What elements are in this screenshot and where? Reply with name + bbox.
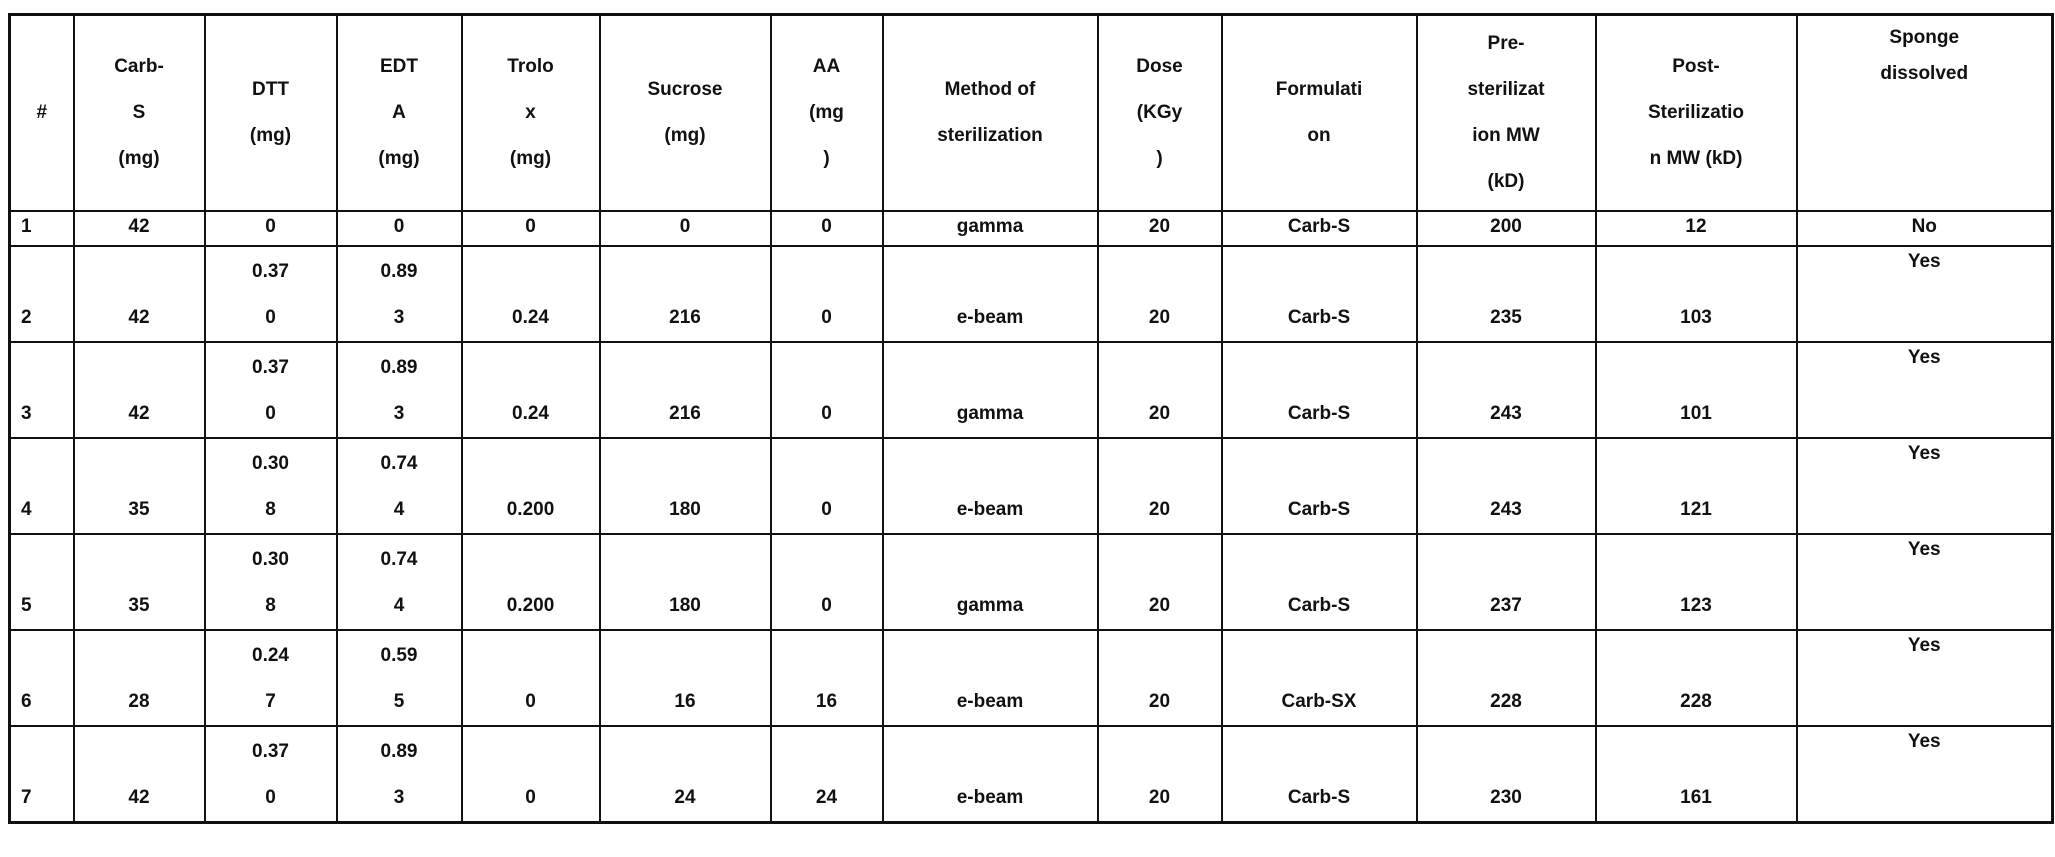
cell-edta: 0.74 4 xyxy=(337,438,462,534)
column-header-aa: AA (mg ) xyxy=(771,15,883,212)
cell-trolox: 0 xyxy=(462,630,600,726)
table-row xyxy=(10,630,2053,726)
cell-pre-mw: 243 xyxy=(1417,342,1596,438)
cell-sponge-dissolved: Yes xyxy=(1797,630,2053,726)
cell-dtt: 0.37 0 xyxy=(205,246,337,342)
cell-index: 2 xyxy=(10,246,74,342)
cell-sponge-dissolved: Yes xyxy=(1797,438,2053,534)
cell-method: e-beam xyxy=(883,246,1098,342)
column-header-dose: Dose (KGy ) xyxy=(1098,15,1222,212)
cell-sucrose: 24 xyxy=(600,726,771,823)
cell-post-mw: 228 xyxy=(1596,630,1797,726)
cell-sucrose: 180 xyxy=(600,534,771,630)
cell-trolox: 0.24 xyxy=(462,246,600,342)
cell-dtt: 0.37 0 xyxy=(205,342,337,438)
cell-dose: 20 xyxy=(1098,438,1222,534)
cell-edta: 0.89 3 xyxy=(337,342,462,438)
cell-aa: 0 xyxy=(771,534,883,630)
table-row xyxy=(10,342,2053,438)
cell-trolox: 0.24 xyxy=(462,342,600,438)
cell-formulation: Carb-S xyxy=(1222,211,1417,246)
column-header-sponge-dissolved: Sponge dissolved xyxy=(1797,15,2053,212)
cell-aa: 24 xyxy=(771,726,883,823)
cell-dose: 20 xyxy=(1098,726,1222,823)
cell-dtt: 0.30 8 xyxy=(205,438,337,534)
cell-edta: 0.59 5 xyxy=(337,630,462,726)
column-header-index: # xyxy=(10,15,74,212)
table-body xyxy=(10,211,2053,823)
sterilization-results-table xyxy=(8,13,2054,824)
cell-carb-s: 35 xyxy=(74,534,205,630)
cell-pre-mw: 230 xyxy=(1417,726,1596,823)
column-header-method: Method of sterilization xyxy=(883,15,1098,212)
cell-dose: 20 xyxy=(1098,246,1222,342)
cell-edta: 0.89 3 xyxy=(337,726,462,823)
cell-pre-mw: 243 xyxy=(1417,438,1596,534)
cell-formulation: Carb-S xyxy=(1222,342,1417,438)
cell-post-mw: 103 xyxy=(1596,246,1797,342)
cell-method: gamma xyxy=(883,211,1098,246)
cell-index: 6 xyxy=(10,630,74,726)
cell-trolox: 0 xyxy=(462,726,600,823)
cell-carb-s: 42 xyxy=(74,726,205,823)
column-header-carb-s: Carb- S (mg) xyxy=(74,15,205,212)
column-header-post-mw: Post- Sterilizatio n MW (kD) xyxy=(1596,15,1797,212)
cell-sucrose: 216 xyxy=(600,342,771,438)
cell-dtt: 0.37 0 xyxy=(205,726,337,823)
cell-pre-mw: 228 xyxy=(1417,630,1596,726)
cell-trolox: 0 xyxy=(462,211,600,246)
cell-aa: 16 xyxy=(771,630,883,726)
table-row xyxy=(10,246,2053,342)
cell-index: 1 xyxy=(10,211,74,246)
table-header xyxy=(10,15,2053,212)
cell-index: 4 xyxy=(10,438,74,534)
column-header-sucrose: Sucrose (mg) xyxy=(600,15,771,212)
cell-method: e-beam xyxy=(883,438,1098,534)
cell-post-mw: 101 xyxy=(1596,342,1797,438)
table-row xyxy=(10,726,2053,823)
cell-aa: 0 xyxy=(771,246,883,342)
cell-post-mw: 12 xyxy=(1596,211,1797,246)
cell-method: gamma xyxy=(883,534,1098,630)
cell-index: 7 xyxy=(10,726,74,823)
cell-edta: 0.74 4 xyxy=(337,534,462,630)
table-row xyxy=(10,438,2053,534)
cell-index: 5 xyxy=(10,534,74,630)
cell-formulation: Carb-S xyxy=(1222,438,1417,534)
cell-carb-s: 35 xyxy=(74,438,205,534)
cell-sponge-dissolved: Yes xyxy=(1797,246,2053,342)
cell-method: e-beam xyxy=(883,630,1098,726)
cell-carb-s: 42 xyxy=(74,211,205,246)
cell-aa: 0 xyxy=(771,211,883,246)
column-header-trolox: Trolo x (mg) xyxy=(462,15,600,212)
cell-index: 3 xyxy=(10,342,74,438)
cell-sponge-dissolved: No xyxy=(1797,211,2053,246)
table-row xyxy=(10,534,2053,630)
cell-formulation: Carb-SX xyxy=(1222,630,1417,726)
cell-formulation: Carb-S xyxy=(1222,534,1417,630)
cell-edta: 0 xyxy=(337,211,462,246)
cell-carb-s: 42 xyxy=(74,342,205,438)
cell-sponge-dissolved: Yes xyxy=(1797,342,2053,438)
cell-trolox: 0.200 xyxy=(462,534,600,630)
column-header-dtt: DTT (mg) xyxy=(205,15,337,212)
cell-sponge-dissolved: Yes xyxy=(1797,534,2053,630)
cell-post-mw: 123 xyxy=(1596,534,1797,630)
cell-formulation: Carb-S xyxy=(1222,726,1417,823)
cell-formulation: Carb-S xyxy=(1222,246,1417,342)
cell-pre-mw: 235 xyxy=(1417,246,1596,342)
cell-dose: 20 xyxy=(1098,342,1222,438)
cell-post-mw: 121 xyxy=(1596,438,1797,534)
column-header-pre-mw: Pre- sterilizat ion MW (kD) xyxy=(1417,15,1596,212)
cell-sponge-dissolved: Yes xyxy=(1797,726,2053,823)
cell-carb-s: 28 xyxy=(74,630,205,726)
cell-pre-mw: 200 xyxy=(1417,211,1596,246)
cell-pre-mw: 237 xyxy=(1417,534,1596,630)
cell-dtt: 0.24 7 xyxy=(205,630,337,726)
cell-sucrose: 16 xyxy=(600,630,771,726)
cell-dose: 20 xyxy=(1098,211,1222,246)
cell-aa: 0 xyxy=(771,438,883,534)
column-header-edta: EDT A (mg) xyxy=(337,15,462,212)
cell-dose: 20 xyxy=(1098,630,1222,726)
table-row xyxy=(10,211,2053,246)
cell-edta: 0.89 3 xyxy=(337,246,462,342)
cell-dose: 20 xyxy=(1098,534,1222,630)
cell-post-mw: 161 xyxy=(1596,726,1797,823)
cell-aa: 0 xyxy=(771,342,883,438)
cell-sucrose: 216 xyxy=(600,246,771,342)
cell-trolox: 0.200 xyxy=(462,438,600,534)
cell-method: e-beam xyxy=(883,726,1098,823)
cell-sucrose: 180 xyxy=(600,438,771,534)
column-header-formulation: Formulati on xyxy=(1222,15,1417,212)
cell-carb-s: 42 xyxy=(74,246,205,342)
cell-sucrose: 0 xyxy=(600,211,771,246)
cell-dtt: 0 xyxy=(205,211,337,246)
cell-dtt: 0.30 8 xyxy=(205,534,337,630)
cell-method: gamma xyxy=(883,342,1098,438)
